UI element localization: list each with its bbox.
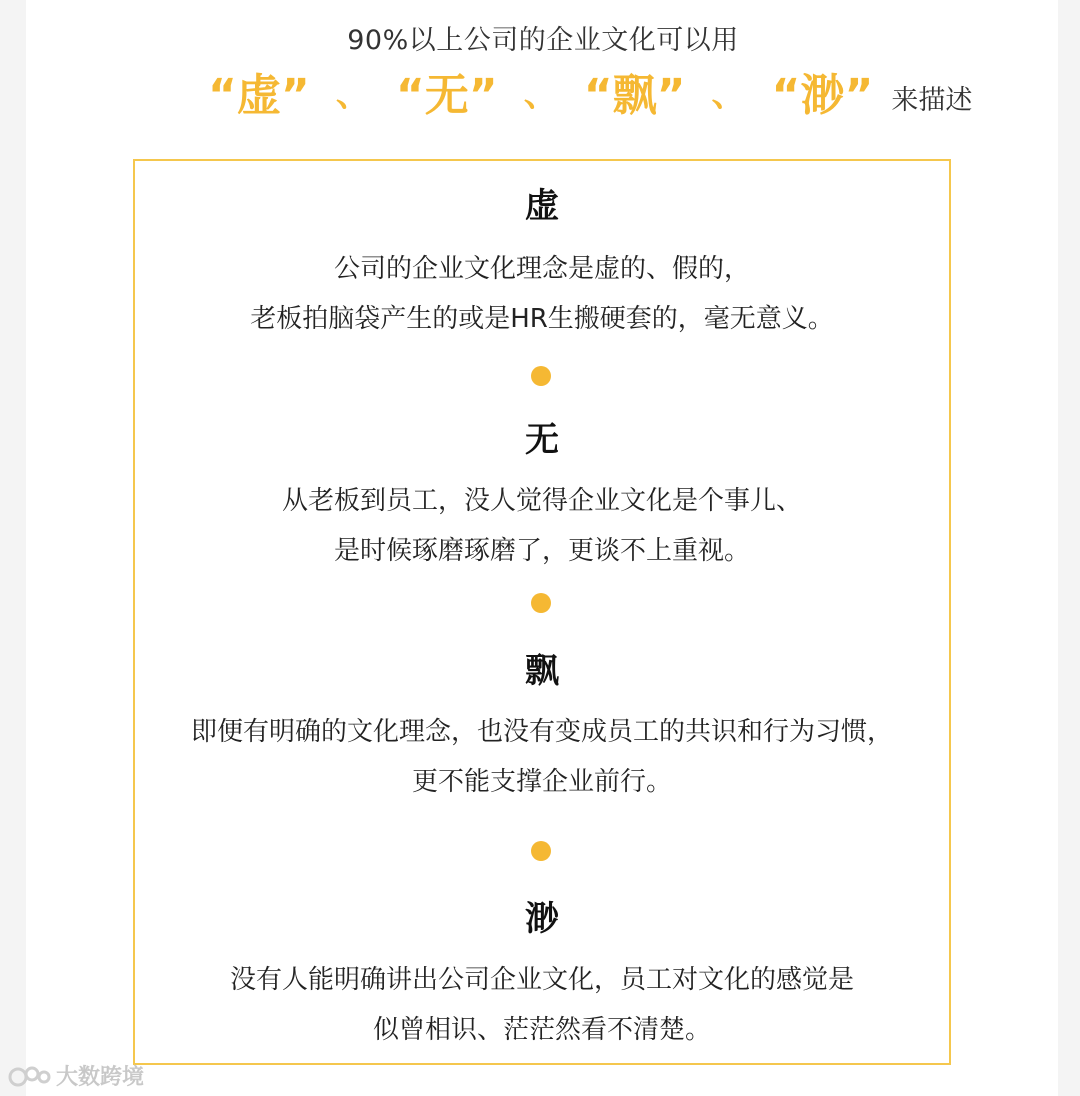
- keyword-separator: 、: [335, 74, 370, 115]
- watermark-text: 大数跨境: [56, 1065, 145, 1090]
- keyword-separator: 、: [523, 74, 558, 115]
- section-text-line: 是时候琢磨琢磨了，更谈不上重视。: [333, 536, 750, 566]
- divider-dot-icon: [531, 593, 551, 613]
- section-title: 渺: [525, 899, 559, 939]
- header-intro: 90%以上公司的企业文化可以用: [347, 25, 739, 56]
- section-piao: [133, 649, 951, 807]
- header-keywords: [208, 56, 972, 126]
- section-text-line: 公司的企业文化理念是虚的、假的，: [333, 254, 750, 284]
- brand-logo-icon: [8, 1062, 52, 1090]
- section-wu: [133, 418, 951, 576]
- keyword-separator: 、: [711, 74, 746, 115]
- divider-dot-icon: [531, 841, 551, 861]
- section-miao: [133, 897, 951, 1055]
- section-title: 虚: [525, 186, 559, 226]
- keyword-miao: “渺”: [771, 70, 874, 121]
- divider-dot-icon: [531, 366, 551, 386]
- section-text-line: 即便有明确的文化理念，也没有变成员工的共识和行为习惯，: [190, 717, 893, 747]
- section-xu: [133, 184, 951, 344]
- section-text-line: 更不能支撑企业前行。: [411, 767, 672, 797]
- header-suffix: 来描述: [891, 84, 973, 116]
- keyword-xu: “虚”: [208, 70, 310, 121]
- watermark: [8, 1060, 144, 1091]
- section-text-line: 没有人能明确讲出公司企业文化，员工对文化的感觉是: [229, 965, 854, 995]
- section-text-line: 老板拍脑袋产生的或是HR生搬硬套的，毫无意义。: [250, 304, 834, 334]
- section-text-line: 似曾相识、茫茫然看不清楚。: [372, 1015, 711, 1045]
- section-title: 飘: [525, 651, 559, 691]
- section-title: 无: [525, 420, 559, 460]
- keyword-wu: “无”: [395, 70, 498, 121]
- keyword-piao: “飘”: [583, 70, 686, 121]
- section-text-line: 从老板到员工，没人觉得企业文化是个事儿、: [281, 486, 802, 516]
